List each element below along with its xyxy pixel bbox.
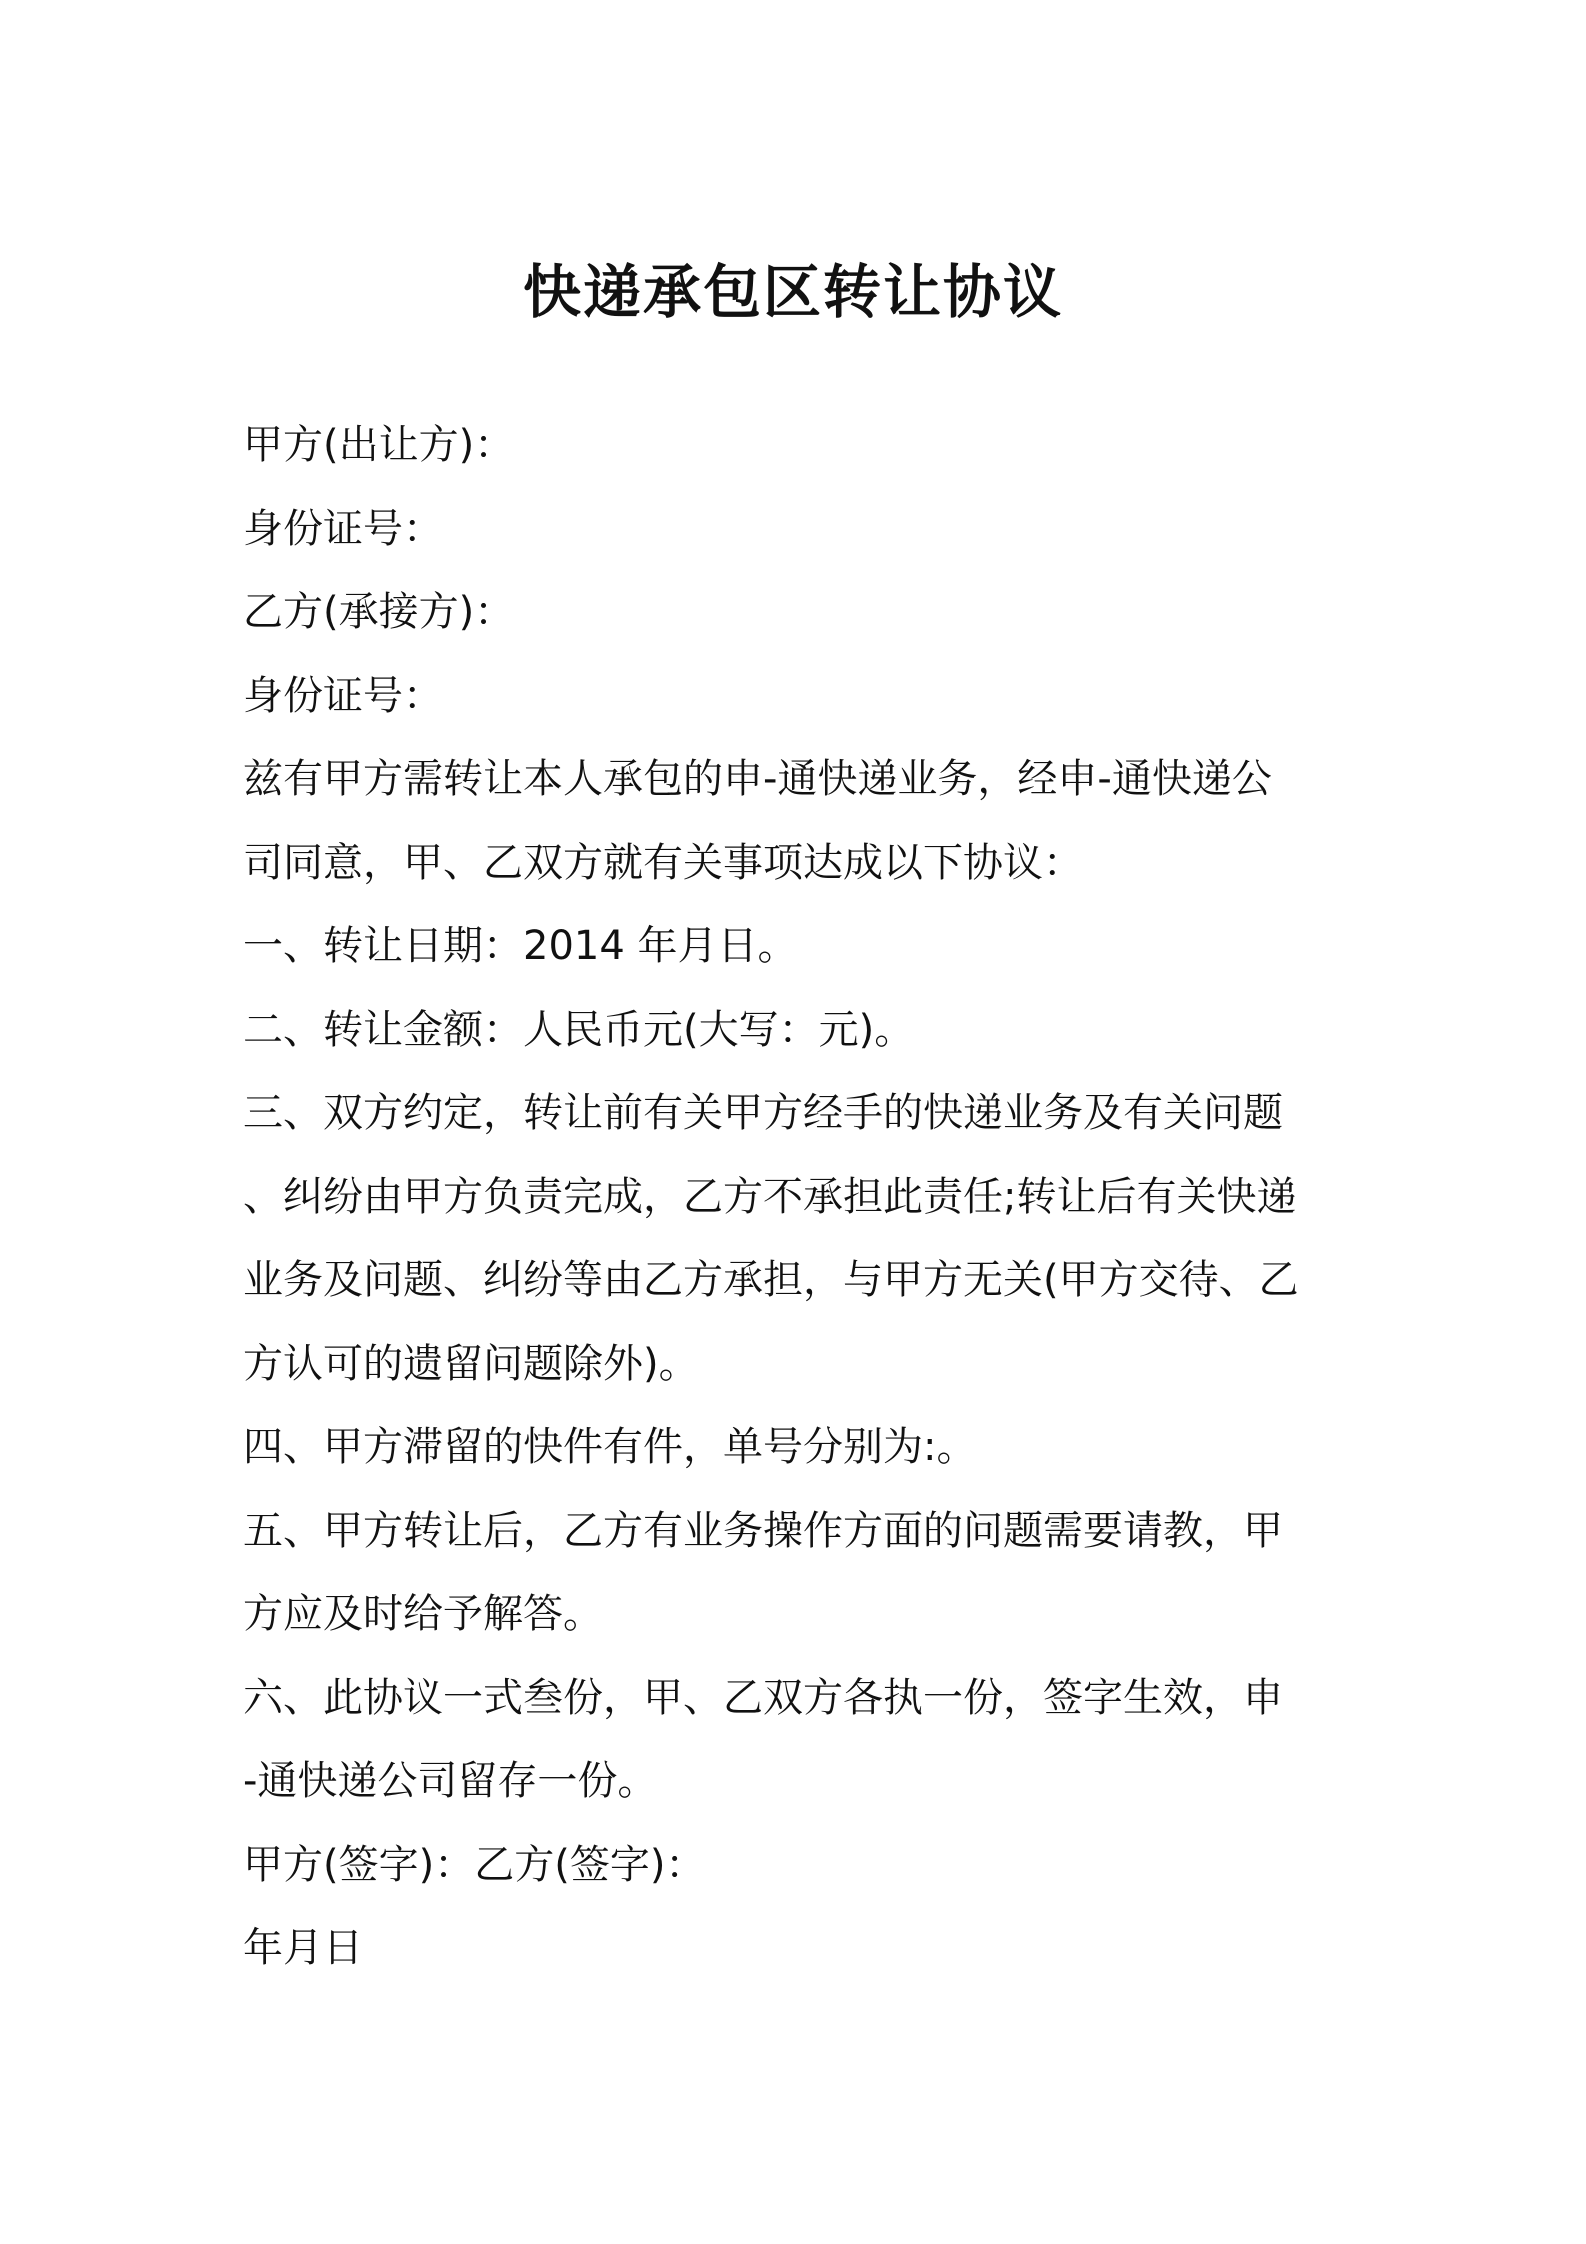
clause-1-line: 一、转让日期：2014 年月日。 [243,923,798,969]
preamble-line-1: 兹有甲方需转让本人承包的申-通快递业务，经申-通快递公 [243,756,1272,802]
clause-5-line-2: 方应及时给予解答。 [243,1591,603,1637]
clause-6-line-1: 六、此协议一式叁份，甲、乙双方各执一份，签字生效，申 [243,1674,1283,1721]
date-line: 年月日 [243,1925,363,1971]
party-a-line: 甲方(出让方)： [243,422,515,468]
clause-4-line: 四、甲方滞留的快件有件，单号分别为:。 [243,1424,977,1470]
clause-2-line: 二、转让金额：人民币元(大写：元)。 [243,1006,915,1053]
party-a-id-line: 身份证号： [243,505,443,552]
clause-3-line-1: 三、双方约定，转让前有关甲方经手的快递业务及有关问题 [243,1090,1283,1136]
clause-3-line-3: 业务及问题、纠纷等由乙方承担，与甲方无关(甲方交待、乙 [243,1257,1299,1303]
clause-6-line-2: -通快递公司留存一份。 [243,1758,658,1804]
clause-3-line-2: 、纠纷由甲方负责完成，乙方不承担此责任;转让后有关快递 [243,1173,1297,1220]
clause-5-line-1: 五、甲方转让后，乙方有业务操作方面的问题需要请教，甲 [243,1507,1283,1554]
preamble-line-2: 司同意，甲、乙双方就有关事项达成以下协议： [243,839,1083,886]
document-body [243,404,1363,1991]
clause-3-line-4: 方认可的遗留问题除外)。 [243,1340,699,1387]
document-title: 快递承包区转让协议 [522,258,1063,326]
party-b-id-line: 身份证号： [243,672,443,719]
party-b-line: 乙方(承接方)： [243,589,515,635]
signature-line: 甲方(签字)：乙方(签字)： [243,1841,706,1888]
